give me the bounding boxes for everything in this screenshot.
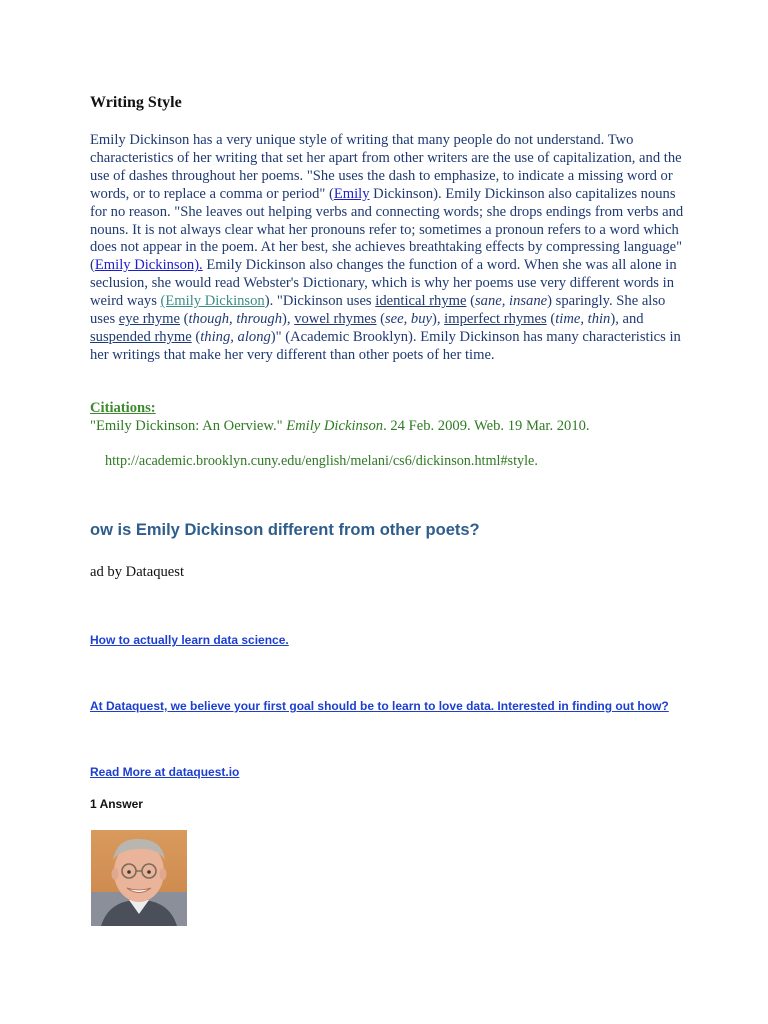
- ad-link-read-more[interactable]: Read More at dataquest.io: [90, 765, 240, 779]
- citation-text: . 24 Feb. 2009. Web. 19 Mar. 2010.: [383, 418, 590, 434]
- citations-label: Citiations:: [90, 400, 156, 416]
- text-run: ) sparingly. She also uses: [90, 293, 666, 328]
- text-run: ). "Dickinson uses: [264, 293, 376, 310]
- text-run: ), and: [610, 311, 644, 328]
- text-run: Emily Dickinson has a very unique style of writing that many people do not understand. Two characteristics of her writing that set her apart from other writers are the use of capitalization, and the use of dashes throughout her poems. "She uses the dash to emphasize, to indicate a missing word or words, or to replace a comma or period" (: [90, 132, 682, 202]
- term-imperfect-rhymes: imperfect rhymes: [444, 311, 547, 328]
- text-run: (: [376, 311, 385, 328]
- citation-link-emily-dickinson[interactable]: Emily Dickinson).: [94, 257, 203, 274]
- question-title[interactable]: ow is Emily Dickinson different from other poets?: [90, 521, 480, 539]
- citation-url: http://academic.brooklyn.cuny.edu/english/melani/cs6/dickinson.html#style.: [105, 453, 538, 469]
- term-suspended-rhyme: suspended rhyme: [90, 328, 192, 345]
- ad-label: ad by Dataquest: [90, 564, 185, 580]
- body-paragraph: [90, 132, 686, 365]
- example-text: see, buy: [384, 311, 432, 328]
- example-text: thing, along: [200, 328, 271, 345]
- term-eye-rhyme: eye rhyme: [118, 311, 180, 328]
- section-heading: Writing Style: [90, 94, 182, 111]
- answers-count: 1 Answer: [90, 797, 143, 811]
- citation-link-emily[interactable]: Emily: [333, 185, 370, 202]
- term-identical-rhyme: identical rhyme: [375, 293, 467, 310]
- text-run: (: [179, 311, 189, 328]
- text-run: )" (Academic Brooklyn). Emily Dickinson has many characteristics in her writings that make her very different than other poets of her time.: [90, 328, 681, 363]
- text-run: ),: [282, 311, 295, 328]
- avatar[interactable]: [91, 830, 187, 926]
- ad-link-description[interactable]: At Dataquest, we believe your first goal should be to learn to love data. Interested in finding out how?: [90, 699, 669, 713]
- text-run: (: [466, 293, 475, 310]
- text-run: Dickinson). Emily Dickinson also capitalizes nouns for no reason. "She leaves out helping verbs and connecting words; she drops endings from verbs and nouns. It is not always clear what her pronouns refer to; sometimes a pronoun refers to a word which does not appear in the poem. At her best, she achieves breathtaking effects by compressing language" (: [90, 185, 684, 274]
- citation-entry: [90, 418, 590, 435]
- citation-text: "Emily Dickinson: An Oerview.": [90, 418, 287, 434]
- text-run: Emily Dickinson also changes the function of a word. When she was all alone in seclusion, she would read Webster's Dictionary, which is why her poems use very different words in weird ways: [90, 257, 677, 310]
- term-vowel-rhymes: vowel rhymes: [294, 311, 377, 328]
- example-text: though, through: [188, 311, 283, 328]
- citation-link-emily-dickinson-2[interactable]: (Emily Dickinson: [160, 293, 265, 310]
- text-run: (: [546, 311, 556, 328]
- example-text: sane, insane: [474, 293, 548, 310]
- text-run: ),: [432, 311, 445, 328]
- user-avatar-icon: [91, 830, 187, 926]
- ad-link-headline[interactable]: How to actually learn data science.: [90, 633, 289, 647]
- text-run: (: [191, 328, 201, 345]
- citation-source-title: Emily Dickinson: [286, 418, 384, 434]
- example-text: time, thin: [555, 311, 611, 328]
